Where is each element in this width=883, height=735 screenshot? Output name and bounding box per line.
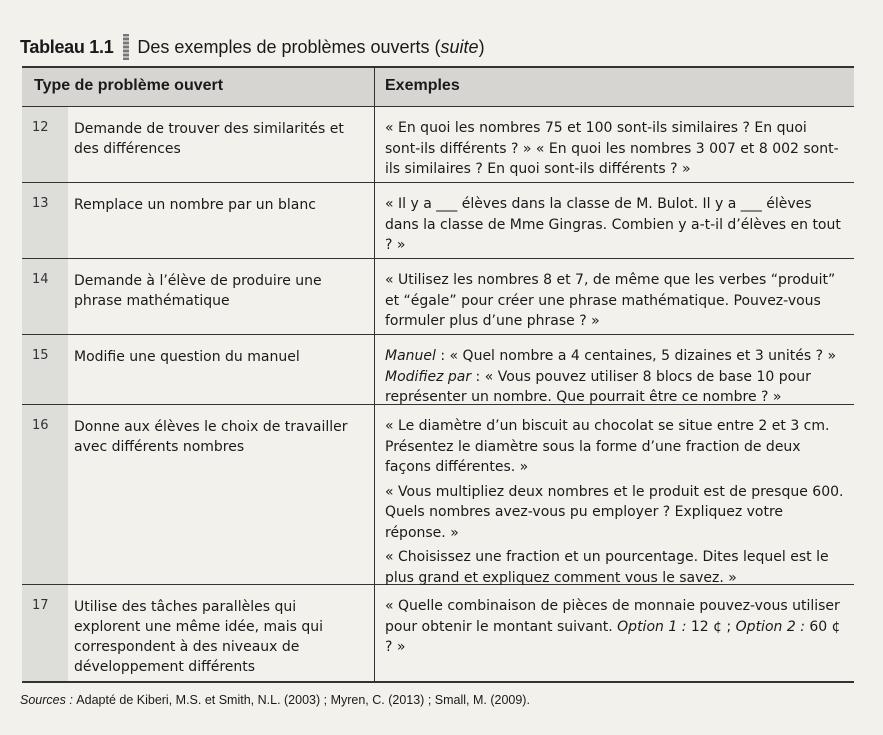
sources-label: Sources :	[20, 693, 77, 707]
example-text: « Il y a ___ élèves dans la classe de M. Bulot. Il y a ___ élèves dans la classe de Mme Gingras. Combien y a-t-il d’élèves en tout ? »	[385, 196, 841, 253]
row-type: Demande de trouver des similarités et des différences	[68, 107, 375, 182]
table-title	[20, 34, 485, 60]
table-row	[22, 585, 854, 681]
row-type: Modifie une question du manuel	[68, 335, 375, 404]
table-row	[22, 183, 854, 259]
row-type: Demande à l’élève de produire une phrase mathématique	[68, 259, 375, 334]
table-row	[22, 259, 854, 335]
row-number: 16	[22, 405, 68, 584]
table-header	[22, 68, 854, 107]
example-text: « Le diamètre d’un biscuit au chocolat se situe entre 2 et 3 cm. Présentez le diamètre sous la forme d’une fraction de deux façons différentes. »	[385, 418, 830, 475]
row-number: 17	[22, 585, 68, 681]
row-examples	[375, 585, 854, 681]
example-text: « Vous multipliez deux nombres et le produit est de presque 600. Quels nombres avez-vous pu employer ? Expliquez votre réponse. »	[385, 483, 844, 541]
title-separator	[123, 34, 129, 60]
example-text: « Choisissez une fraction et un pourcentage. Dites lequel est le plus grand et expliquez comment vous le savez. »	[385, 549, 829, 586]
sources-text: Adapté de Kiberi, M.S. et Smith, N.L. (2003) ; Myren, C. (2013) ; Small, M. (2009).	[76, 693, 530, 707]
row-number: 13	[22, 183, 68, 258]
row-number: 15	[22, 335, 68, 404]
table-row	[22, 335, 854, 405]
row-examples	[375, 335, 854, 404]
example-text: « Quelle combinaison de pièces de monnaie pouvez-vous utiliser pour obtenir le montant suivant. Option 1 : 12 ¢ ; Option 2 : 60 ¢ ? »	[385, 598, 841, 655]
problems-table	[22, 66, 854, 683]
row-type: Utilise des tâches parallèles qui explorent une même idée, mais qui correspondent à des niveaux de développement différents	[68, 585, 375, 681]
example-text: « Utilisez les nombres 8 et 7, de même que les verbes “produit” et “égale” pour créer une phrase mathématique. Pouvez-vous formuler plus d’une phrase ? »	[385, 272, 836, 329]
table-number: Tableau 1.1	[20, 36, 114, 57]
row-number: 12	[22, 107, 68, 182]
example-text: « En quoi les nombres 75 et 100 sont-ils similaires ? En quoi sont-ils différents ? » « En quoi les nombres 3 007 et 8 002 sont-ils similaires ? En quoi sont-ils différents ? »	[385, 120, 839, 177]
row-type: Remplace un nombre par un blanc	[68, 183, 375, 258]
row-type: Donne aux élèves le choix de travailler avec différents nombres	[68, 405, 375, 584]
header-type: Type de problème ouvert	[22, 68, 375, 106]
example-text: Manuel : « Quel nombre a 4 centaines, 5 dizaines et 3 unités ? » Modifiez par : « Vous pouvez utiliser 8 blocs de base 10 pour représenter un nombre. Que pourrait être ce nombre ? »	[385, 348, 837, 405]
header-examples: Exemples	[385, 77, 460, 94]
table-row	[22, 405, 854, 585]
row-examples	[375, 183, 854, 258]
row-number: 14	[22, 259, 68, 334]
sources-note	[20, 693, 530, 707]
row-examples	[375, 405, 854, 584]
row-examples	[375, 259, 854, 334]
table-row	[22, 107, 854, 183]
row-examples	[375, 107, 854, 182]
table-caption: Des exemples de problèmes ouverts (suite)	[137, 36, 485, 57]
